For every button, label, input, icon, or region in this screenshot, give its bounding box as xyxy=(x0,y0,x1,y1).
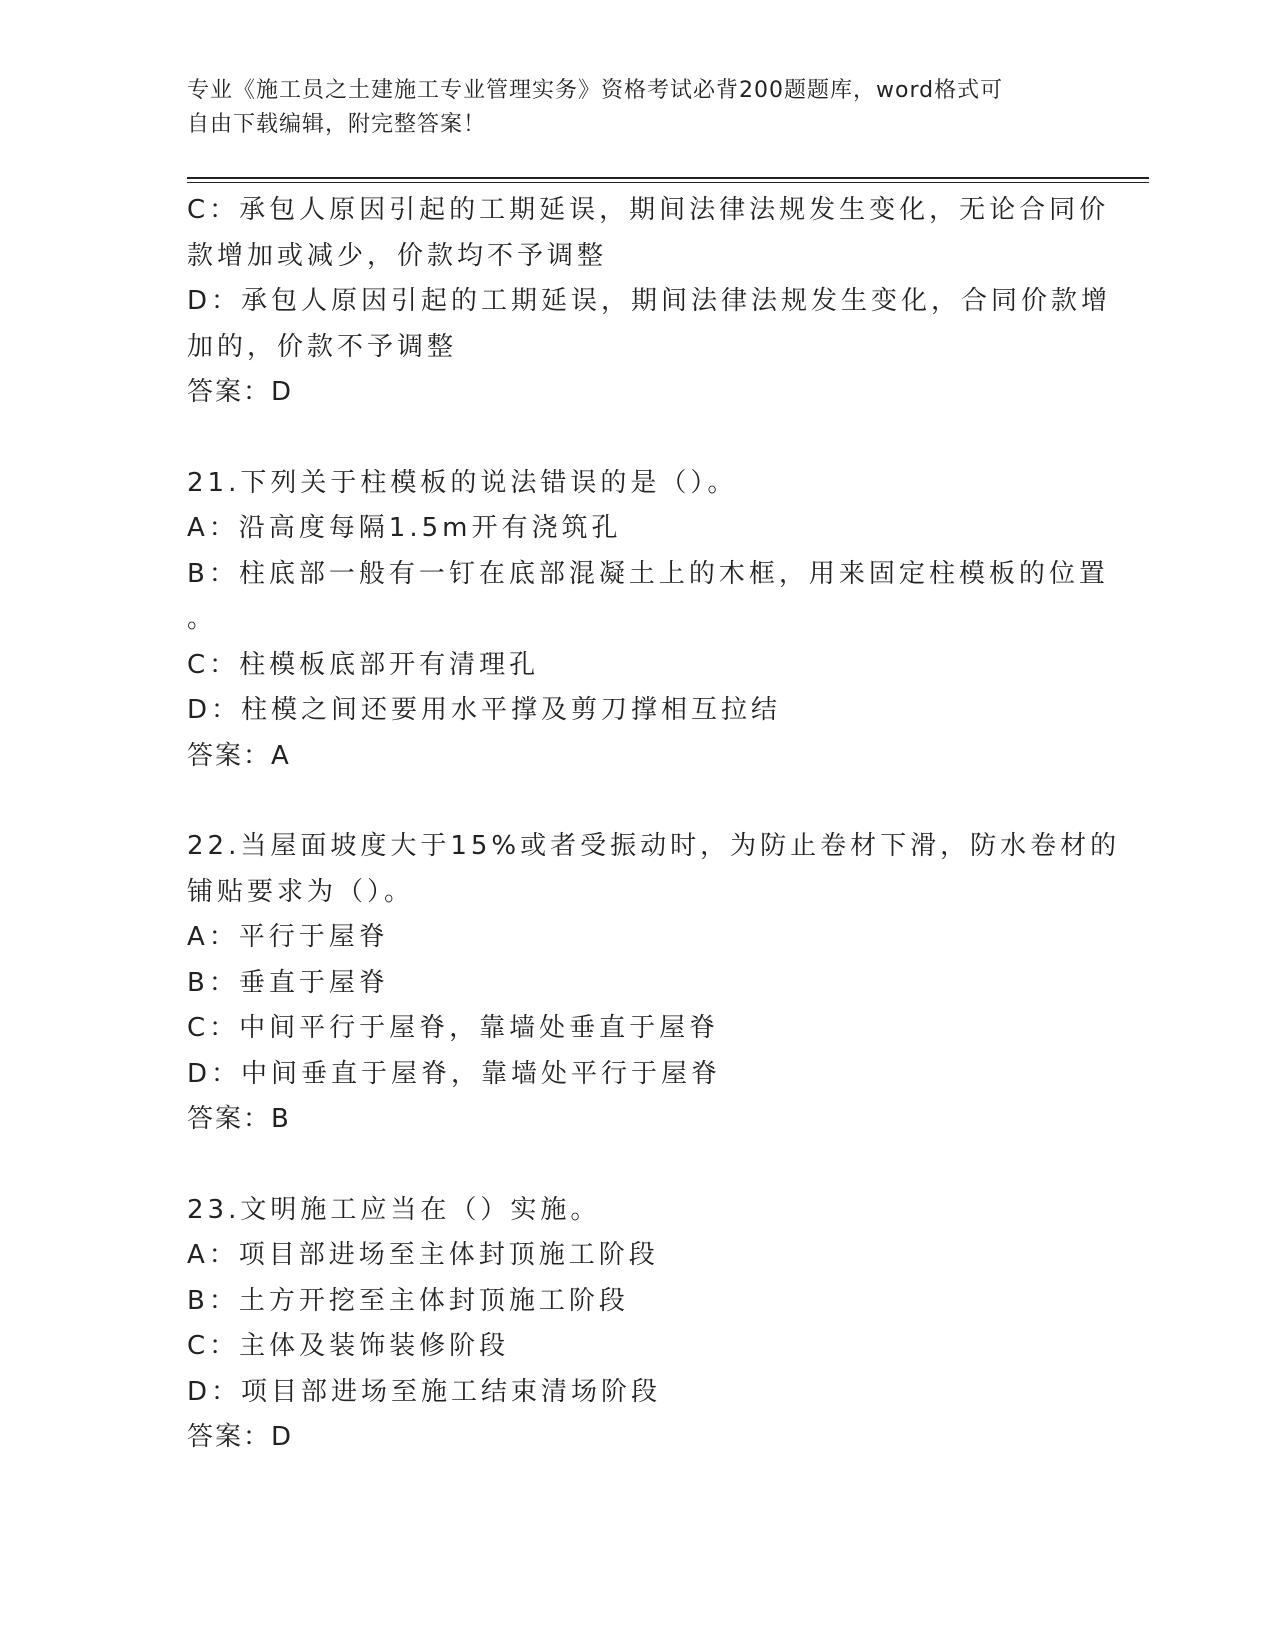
question-23 xyxy=(187,1188,1087,1461)
option-c: C：承包人原因引起的工期延误，期间法律法规发生变化，无论合同价 xyxy=(187,195,1110,225)
option-b: B：土方开挖至主体封顶施工阶段 xyxy=(187,1285,629,1316)
question-22 xyxy=(187,824,1121,1143)
option-a: A：项目部进场至主体封顶施工阶段 xyxy=(187,1240,659,1270)
option-a: A：沿高度每隔1.5m开有浇筑孔 xyxy=(187,513,622,543)
option-d: D：承包人原因引起的工期延误，期间法律法规发生变化，合同价款增 xyxy=(187,286,1112,316)
header-divider-thick xyxy=(187,177,1149,179)
header-line-2: 自由下载编辑，附完整答案！ xyxy=(187,112,487,137)
question-21 xyxy=(187,461,1109,780)
option-b-continued: 。 xyxy=(187,604,218,634)
option-c: C：主体及装饰装修阶段 xyxy=(187,1331,510,1361)
option-b: B：柱底部一般有一钉在底部混凝土上的木框，用来固定柱模板的位置 xyxy=(187,558,1109,589)
answer: 答案：D xyxy=(187,1422,294,1452)
page-header xyxy=(187,74,1087,142)
header-divider-thin xyxy=(187,182,1149,183)
option-d: D：柱模之间还要用水平撑及剪刀撑相互拉结 xyxy=(187,695,782,725)
option-a: A：平行于屋脊 xyxy=(187,922,389,952)
answer: 答案：B xyxy=(187,1104,291,1134)
question-stem: 23.文明施工应当在（）实施。 xyxy=(187,1194,601,1225)
question-stem: 21.下列关于柱模板的说法错误的是（）。 xyxy=(187,467,738,498)
question-stem-continued: 铺贴要求为（）。 xyxy=(187,876,415,907)
option-c: C：柱模板底部开有清理孔 xyxy=(187,649,540,680)
previous-question-block xyxy=(187,188,1112,416)
option-d: D：项目部进场至施工结束清场阶段 xyxy=(187,1376,662,1407)
answer: 答案：A xyxy=(187,740,291,771)
spacer xyxy=(187,779,1087,824)
option-c: C：中间平行于屋脊，靠墙处垂直于屋脊 xyxy=(187,1013,720,1043)
option-d-continued: 加的，价款不予调整 xyxy=(187,331,458,362)
option-c-continued: 款增加或减少，价款均不予调整 xyxy=(187,240,608,271)
option-b: B：垂直于屋脊 xyxy=(187,967,389,998)
answer: 答案：D xyxy=(187,377,294,407)
spacer xyxy=(187,416,1087,461)
spacer xyxy=(187,1143,1087,1188)
option-d: D：中间垂直于屋脊，靠墙处平行于屋脊 xyxy=(187,1058,722,1089)
header-line-1: 专业《施工员之土建施工专业管理实务》资格考试必背200题题库，word格式可 xyxy=(187,78,1004,103)
document-body xyxy=(187,188,1121,1461)
question-stem: 22.当屋面坡度大于15%或者受振动时，为防止卷材下滑，防水卷材的 xyxy=(187,831,1121,861)
